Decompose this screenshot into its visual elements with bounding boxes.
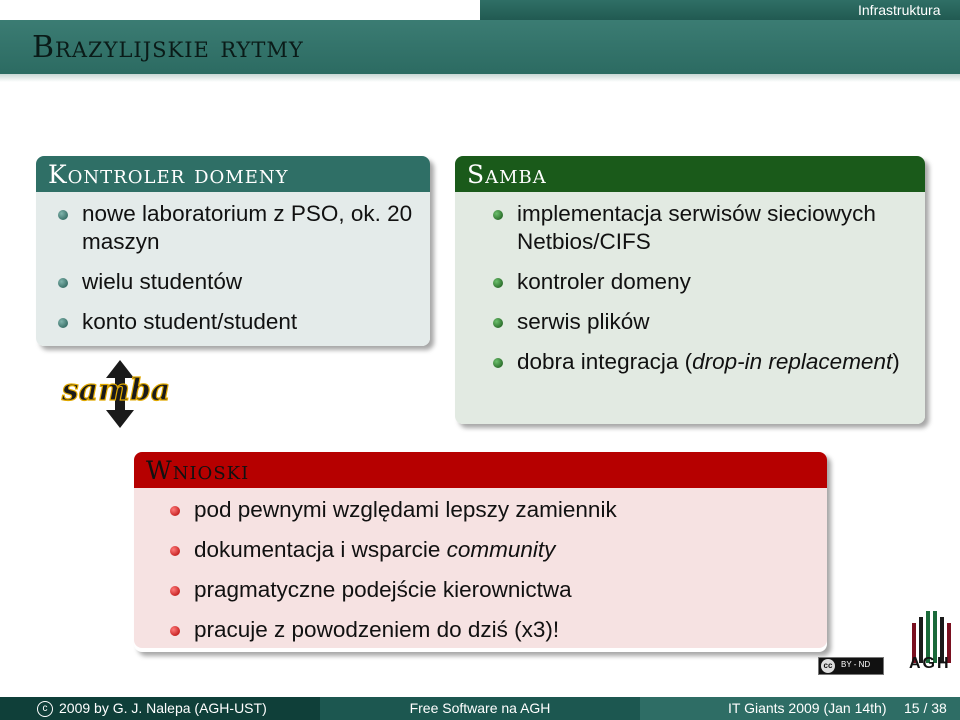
block-body [455, 192, 925, 424]
item-text: nowe laboratorium z PSO, ok. 20 maszyn [82, 201, 413, 254]
footer-page-number: 15 / 38 [904, 700, 947, 716]
list-item [194, 496, 817, 524]
footer-author-text: 2009 by G. J. Nalepa (AGH-UST) [59, 700, 267, 716]
item-text: serwis plików [517, 309, 650, 334]
list-item [194, 576, 817, 604]
item-text: kontroler domeny [517, 269, 691, 294]
bullet-list [517, 200, 915, 376]
samba-logo [44, 360, 188, 428]
footer-event-area [640, 697, 960, 720]
cc-icon: cc [821, 659, 835, 673]
block-title: Kontroler domeny [36, 156, 430, 192]
list-item [82, 308, 420, 336]
list-item [517, 308, 915, 336]
bullet-icon [493, 358, 503, 368]
block-body [36, 192, 430, 346]
footer-author [0, 697, 320, 720]
item-text: implementacja serwisów sieciowych Netbios/CIFS [517, 201, 876, 254]
nav-right-area [480, 0, 960, 20]
item-emphasis: community [446, 537, 556, 562]
list-item [517, 348, 915, 376]
cc-license-text: BY - ND [841, 660, 871, 669]
bullet-icon [58, 318, 68, 328]
list-item [194, 536, 817, 564]
title-shadow [0, 74, 960, 82]
list-item [517, 268, 915, 296]
bullet-icon [170, 546, 180, 556]
footer-event: IT Giants 2009 (Jan 14th) [728, 700, 887, 716]
bullet-icon [493, 278, 503, 288]
samba-logo-text: samba [61, 373, 171, 408]
bullet-icon [170, 626, 180, 636]
agh-logo-text: AGH [909, 655, 951, 672]
block-title: Wnioski [134, 452, 827, 488]
bullet-list [194, 496, 817, 644]
block-wnioski [134, 452, 827, 652]
block-body [134, 488, 827, 648]
item-emphasis: drop-in replacement [692, 349, 893, 374]
item-text: ) [892, 349, 900, 374]
bullet-icon [170, 506, 180, 516]
block-title: Samba [455, 156, 925, 192]
frame-title: Brazylijskie rytmy [32, 30, 304, 65]
item-text: konto student/student [82, 309, 298, 334]
list-item [517, 200, 915, 256]
block-samba [455, 156, 925, 424]
section-nav-label[interactable]: Infrastruktura [858, 2, 941, 18]
item-text: wielu studentów [82, 269, 243, 294]
top-navigation [0, 0, 960, 20]
item-text: dokumentacja i wsparcie [194, 537, 447, 562]
item-text: pragmatyczne podejście kierownictwa [194, 577, 572, 602]
footer-title: Free Software na AGH [320, 697, 640, 720]
frame-title-bar [0, 20, 960, 74]
bullet-list [82, 200, 420, 336]
nav-left-area [0, 0, 480, 20]
bullet-icon [493, 318, 503, 328]
list-item [194, 616, 817, 644]
list-item [82, 200, 420, 256]
bullet-icon [58, 278, 68, 288]
item-text: dobra integracja ( [517, 349, 693, 374]
bullet-icon [58, 210, 68, 220]
bullet-icon [493, 210, 503, 220]
bullet-icon [170, 586, 180, 596]
item-text: pod pewnymi względami lepszy zamiennik [194, 497, 617, 522]
footer [0, 697, 960, 720]
item-text: pracuje z powodzeniem do dziś (x3)! [194, 617, 560, 642]
block-kontroler-domeny [36, 156, 430, 346]
copyright-icon: c [37, 701, 53, 717]
list-item [82, 268, 420, 296]
cc-license-badge [818, 657, 884, 675]
